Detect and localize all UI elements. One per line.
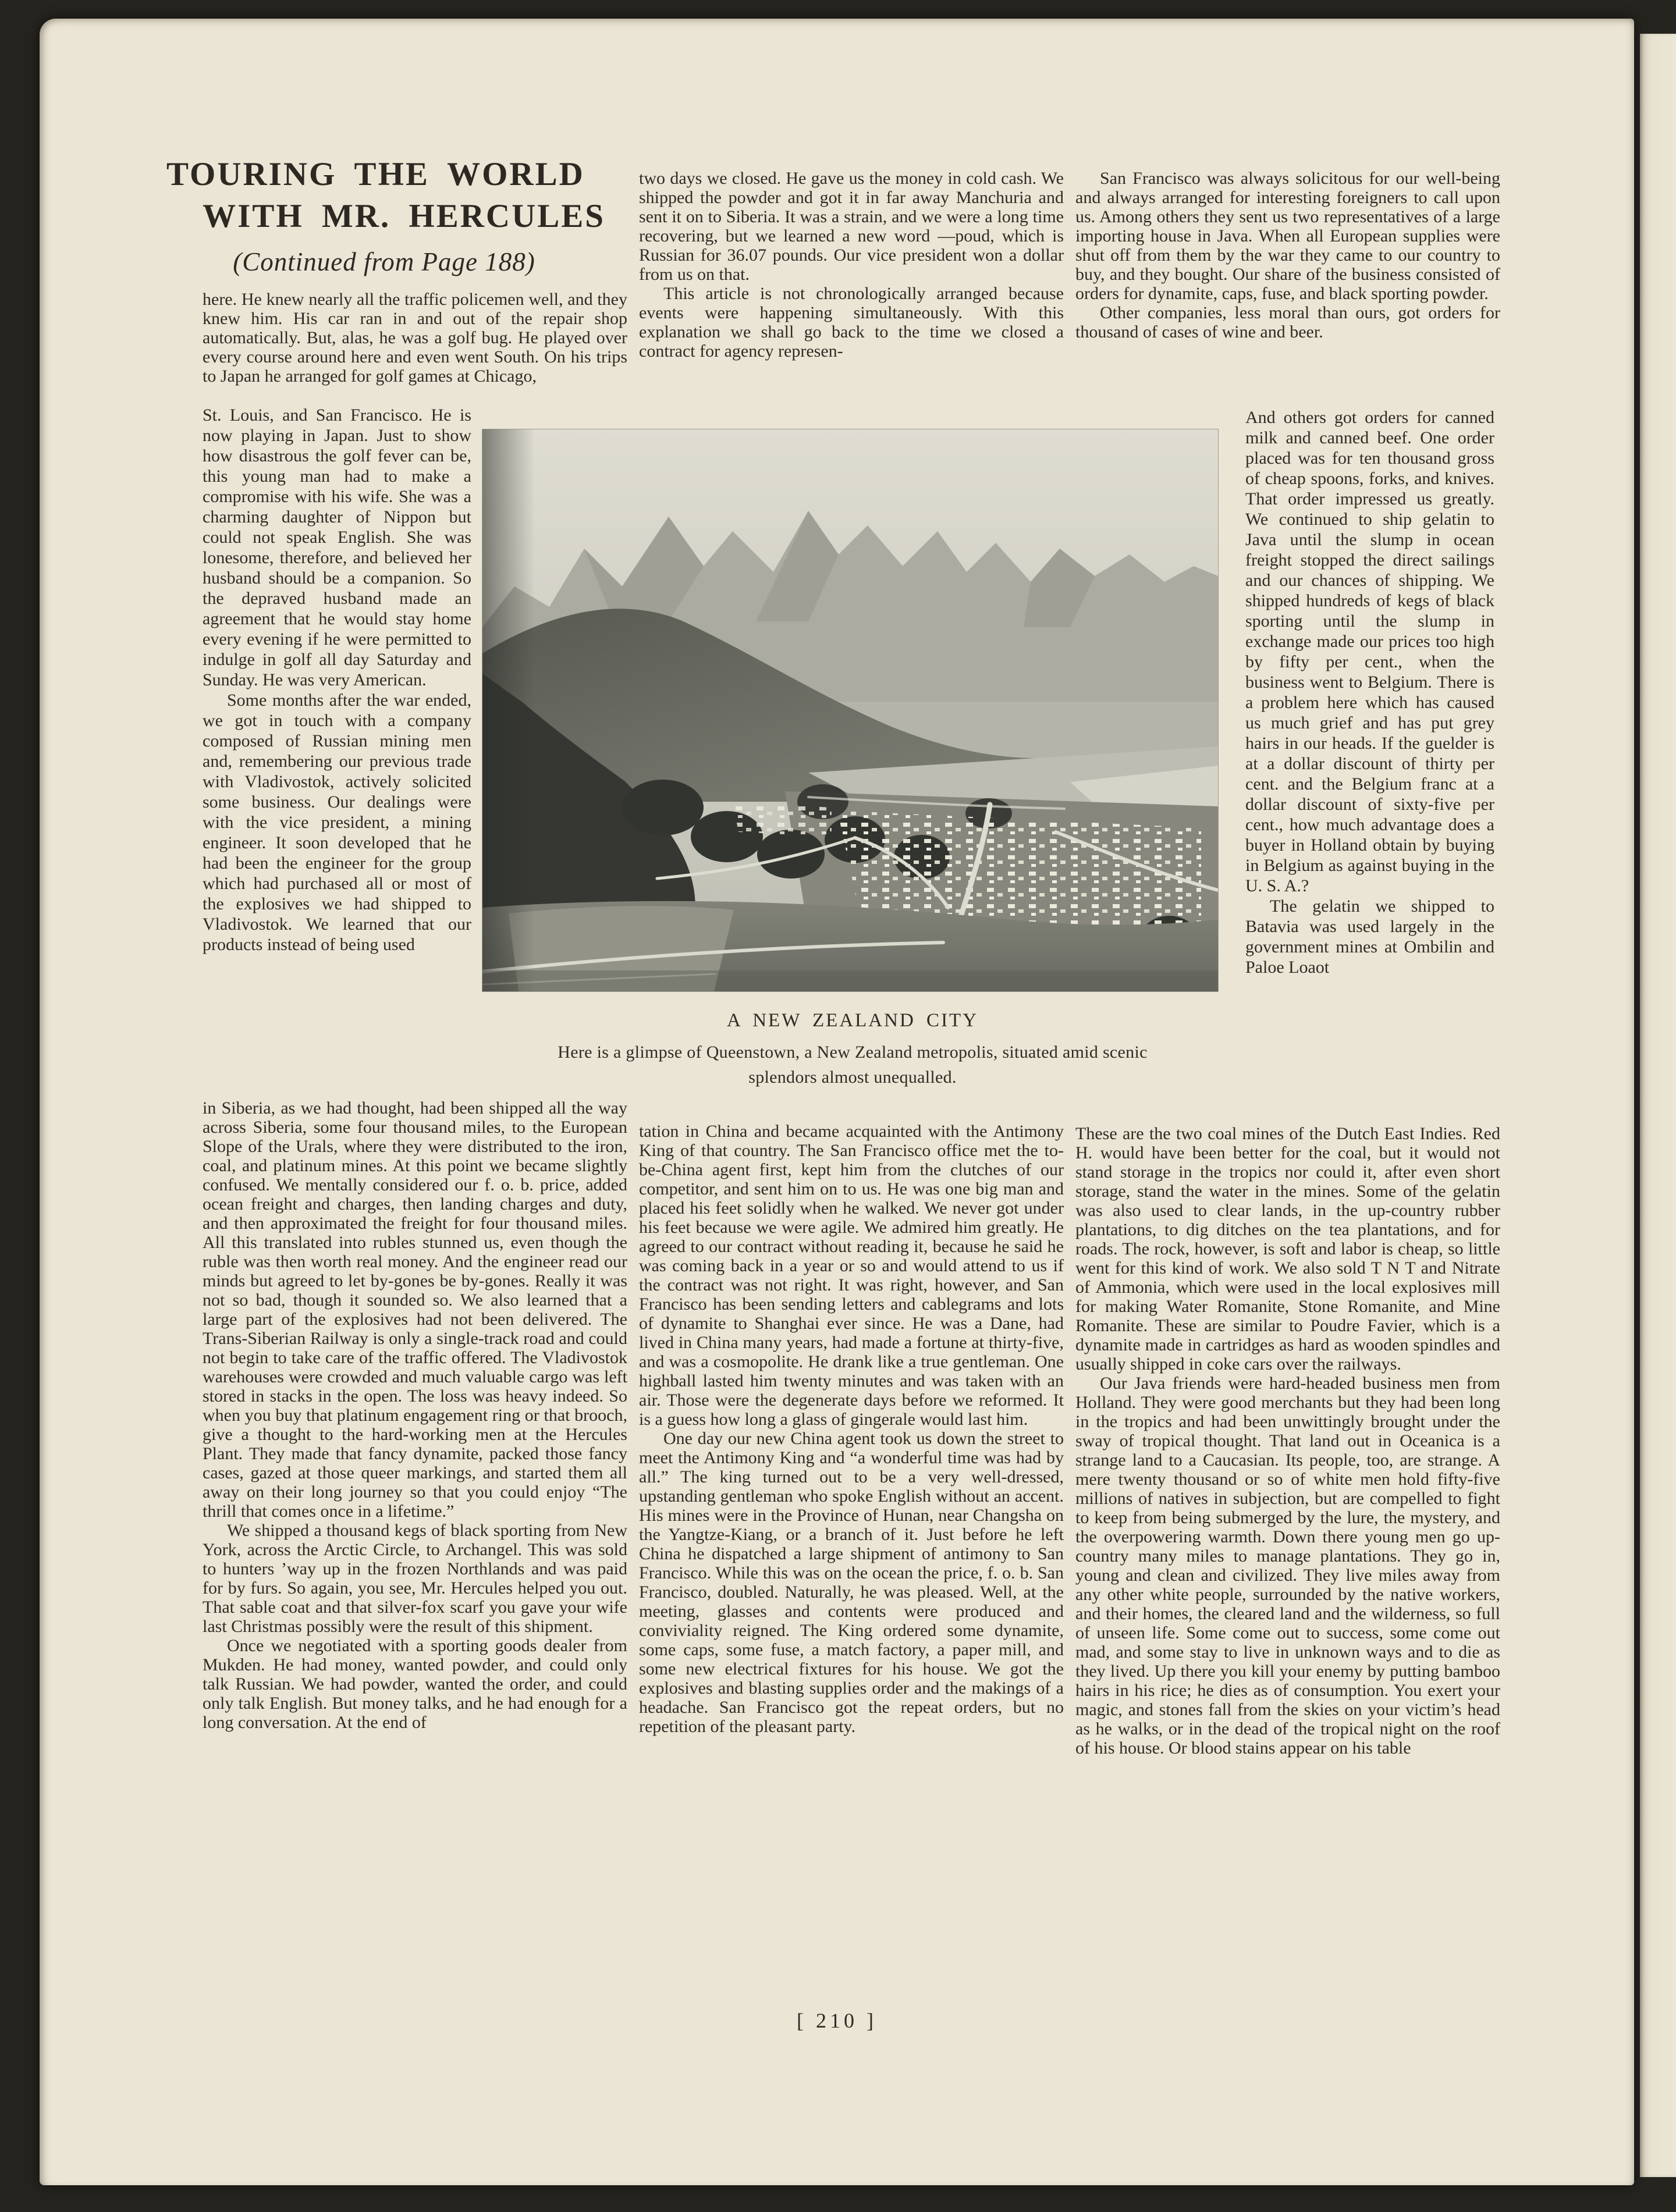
paragraph: The gelatin we shipped to Batavia was used largely in the government mines at Ombilin and Paloe Loaot xyxy=(1245,897,1494,977)
column-left-narrow xyxy=(203,405,471,1095)
page-number: [ 210 ] xyxy=(797,2009,877,2032)
paragraph: One day our new China agent took us down the street to meet the Antimony King and “a wonderful time was had by all.” The king turned out to be a very well-dressed, upstanding gentleman who spoke English without an accent. His mines were in the Province of Hunan, near Changsha on the Yangtze-Kiang, or a branch of it. Just before he left China he dispatched a large shipment of antimony to San Francisco. While this was on the ocean the price, f. o. b. San Francisco, doubled. Naturally, he was pleased. Well, at the meeting, glasses and contents were produced and conviviality reigned. The King ordered some dynamite, some caps, some fuse, a match factory, a paper mill, and some new electrical fixtures for his house. We got the explosives and blasting supplies order and the makings of a headache. San Francisco got the repeat orders, but no repetition of the pleasant party. xyxy=(639,1429,1064,1736)
paragraph: here. He knew nearly all the traffic policemen well, and they knew him. His car ran in and out of the repair shop automatically. But, alas, he was a golf bug. He played over every course around here and even went South. On his trips to Japan he arranged for golf games at Chicago, xyxy=(203,290,627,386)
paragraph: These are the two coal mines of the Dutch East Indies. Red H. would have been better for the coal, but it would not stand storage in the tropics nor could it, after even short storage, stand the water in the mines. Some of the gelatin was also used to clear lands, in the up-country rubber plantations, to dig ditches on the tea plantations, and for roads. The rock, however, is soft and labor is cheap, so little went for this kind of work. We also sold T N T and Nitrate of Ammonia, which were used in the local explosives mill for making Water Romanite, Stone Romanite, and Mine Romanite. These are similar to Poudre Favier, which is a dynamite made in cartridges as hard as wooden spindles and usually shipped in coke cars over the railways. xyxy=(1075,1124,1500,1374)
photo-caption-title: A NEW ZEALAND CITY xyxy=(726,1010,979,1031)
photo-caption-line1: Here is a glimpse of Queenstown, a New Zealand metropolis, situated amid scenic xyxy=(558,1043,1148,1062)
paragraph: San Francisco was always solicitous for our well-being and always arranged for interesting foreigners to call upon us. Among others they sent us two representatives of a large importing house in Java. When all European supplies were shut off from them by the war they came to our country to buy, and they bought. Our share of the business consisted of orders for dynamite, caps, fuse, and black sporting powder. xyxy=(1075,169,1500,303)
photo-queenstown xyxy=(482,429,1219,992)
paragraph: tation in China and became acquainted with the Antimony King of that country. The San Francisco office met the to-be-China agent first, kept him from the clutches of our competitor, and sent him on to us. He was one big man and placed his feet solidly when he walked. We never got under his feet because we were agile. We admired him greatly. He agreed to our contract without reading it, because he said he was coming back in a year or so and would attend to us if the contract was not right. It was right, however, and San Francisco has been sending letters and cablegrams and lots of dynamite to Shanghai ever since. He was a Dane, had lived in China many years, had made a fortune at thirty-five, and was a cosmopolite. He drank like a true gentleman. One highball lasted him twenty minutes and was taken with an air. Those were the degenerate days before we reformed. It is a guess how long a glass of gingerale would last him. xyxy=(639,1122,1064,1429)
masthead xyxy=(163,154,605,277)
paragraph: Some months after the war ended, we got in touch with a company composed of Russian mining men and, remembering our previous trade with Vladivostok, actively solicited some business. Our dealings were with the vice president, a mining engineer. It soon developed that he had been the engineer for the group which had purchased all or most of the explosives we had shipped to Vladivostok. We learned that our products instead of being used xyxy=(203,691,471,954)
paragraph: Our Java friends were hard-headed business men from Holland. They were good merchants but they had been long in the tropics and had been unwittingly brought under the sway of tropical thought. That land out in Oceanica is a strange land to a Caucasian. Its people, too, are strange. A mere twenty thousand or so of white men hold fifty-five millions of natives in subjection, but are compelled to fight to keep from being submerged by the lure, the mystery, and the overpowering warmth. Down there young men go up-country many miles to manage plantations. They go in, young and clean and civilized. They live miles away from any other white people, surrounded by the native workers, and their homes, the cleared land and the wilderness, so full of unseen life. Some come out to success, some come out mad, and some stay to live in unknown ways and to die as they lived. Up there you kill your enemy by putting bamboo hairs in his rice; he dies as of consumption. You exert your magic, and stones fall from the skies on your victim’s head as he walks, or in the dead of the tropical night on the roof of his house. Or blood stains appear on his table xyxy=(1075,1374,1500,1758)
paragraph: in Siberia, as we had thought, had been shipped all the way across Siberia, some four thousand miles, to the European Slope of the Urals, where they were distributed to the iron, coal, and platinum mines. At this point we became slightly confused. We mentally considered our f. o. b. price, added ocean freight and charges, then landing charges and duty, and then approximated the freight for four thousand miles. All this translated into rubles stunned us, even though the ruble was then worth real money. And the engineer read our minds but agreed to let by-gones be by-gones. Really it was not so bad, though it sounded so. We also learned that a large part of the explosives had not been delivered. The Trans-Siberian Railway is only a single-track road and could not begin to take care of the traffic offered. The Vladivostok warehouses were crowded and much valuable cargo was left stored in stacks in the open. The loss was heavy indeed. So when you buy that platinum engagement ring or that brooch, give a thought to the hard-working men at the Hercules Plant. They made that fancy dynamite, packed those fancy cases, gazed at those queer markings, and started them all away on their long journey so that you could enjoy “The thrill that comes once in a lifetime.” xyxy=(203,1098,627,1521)
paragraph: We shipped a thousand kegs of black sporting from New York, across the Arctic Circle, to Archangel. This was sold to hunters ’way up in the frozen Northlands and was paid for by furs. So again, you see, Mr. Hercules helped you out. That sable coat and that silver-fox scarf you gave your wife last Christmas possibly were the result of this shipment. xyxy=(203,1521,627,1636)
column-left-intro xyxy=(203,290,627,386)
photo-left-shadow xyxy=(482,429,535,991)
column-right-narrow xyxy=(1245,407,1494,1118)
column-middle-lower xyxy=(639,1122,1064,1736)
paragraph: Other companies, less moral than ours, got orders for thousand of cases of wine and beer. xyxy=(1075,303,1500,342)
photo-caption-line2: splendors almost unequalled. xyxy=(748,1068,957,1087)
column-right-lower xyxy=(1075,1124,1500,1758)
photo-illustration xyxy=(482,429,1218,991)
paragraph: And others got orders for canned milk and canned beef. One order placed was for ten thousand gross of cheap spoons, forks, and knives. That order impressed us greatly. We continued to ship gelatin to Java until the slump in ocean freight stopped the direct sailings and our chances of shipping. We shipped hundreds of kegs of black sporting until the slump in exchange made our prices too high by fifty per cent., when the business went to Belgium. There is a problem here which has caused us much grief and has put grey hairs in our heads. If the guelder is at a dollar discount of thirty per cent. and the Belgium franc at a dollar discount of sixty-five per cent., how much advantage does a buyer in Holland obtain by buying in Belgium as against buying in the U. S. A.? xyxy=(1245,408,1494,895)
article-title-line2: WITH MR. HERCULES xyxy=(203,198,605,234)
article-subtitle: (Continued from Page 188) xyxy=(233,247,535,276)
paragraph: Once we negotiated with a sporting goods dealer from Mukden. He had money, wanted powder, and could only talk Russian. We had powder, wanted the order, and could only talk English. But money talks, and he had enough for a long conversation. At the end of xyxy=(203,1636,627,1732)
article-title-line1: TOURING THE WORLD xyxy=(166,156,585,193)
adjacent-page-edge xyxy=(1640,34,1676,2177)
column-middle-top xyxy=(639,169,1064,361)
paragraph: St. Louis, and San Francisco. He is now playing in Japan. Just to show how disastrous the golf fever can be, this young man had to make a compromise with his wife. She was a charming daughter of Nippon but could not speak English. She was lonesome, therefore, and believed her husband should be a companion. So the depraved husband made an agreement that he would stay home every evening if he were permitted to indulge in golf all day Saturday and Sunday. He was very American. xyxy=(203,406,471,689)
column-left-lower xyxy=(203,1098,627,1732)
page xyxy=(40,19,1634,2185)
photo-bottom-vignette xyxy=(482,970,1218,991)
photo-caption xyxy=(495,1010,1210,1090)
paragraph: This article is not chronologically arranged because events were happening simultaneously. With this explanation we shall go back to the time we closed a contract for agency represen- xyxy=(639,284,1064,361)
paragraph: two days we closed. He gave us the money in cold cash. We shipped the powder and got it in far away Manchuria and sent it on to Siberia. It was a strain, and we were a long time recovering, but we learned a new word —poud, which is Russian for 36.07 pounds. Our vice president won a dollar from us on that. xyxy=(639,169,1064,284)
column-right-top xyxy=(1075,169,1500,342)
